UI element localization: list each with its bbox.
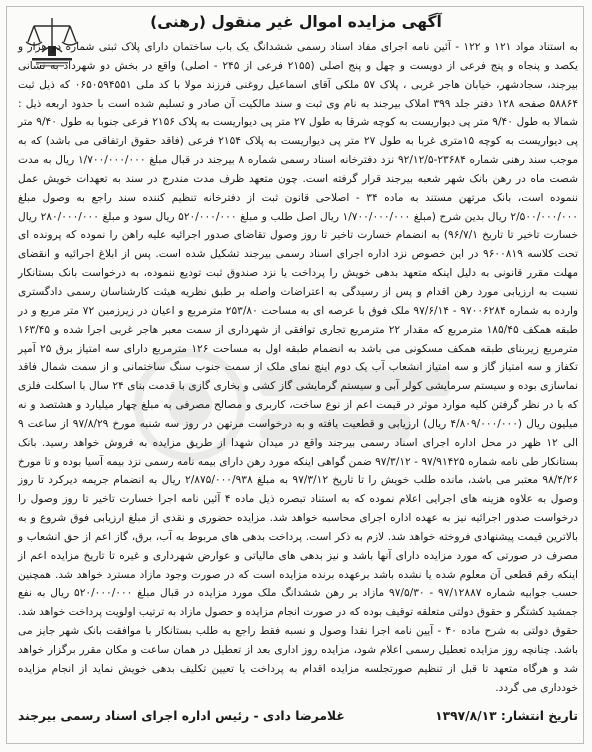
publish-date: تاریخ انتشار: ۱۳۹۷/۸/۱۳ [435,709,578,723]
notice-body: به استناد مواد ۱۲۱ و ۱۲۲ - آئین نامه اجرای مفاد اسناد رسمی ششدانگ یک باب ساختمان دارای پلاک ثبتی شماره دو هزار و یکصد و پنجاه و پنج فرعی از دویست و چهل و پنج اصلی (۲۱۵۵ فرعی از ۲۴۵ - اصلی) واقع در بخش دو شهرداد به نشانی بیرجند، سجادشهر، خیابان هاجر غربی ، پلاک ۵۷ ملکی آقای اسماعیل روغنی فرزند مولا با کد ملی ۰۶۵۰۵۹۴۵۵۱ که ذیل ثبت ۵۸۸۶۴ صفحه ۱۲۸ دفتر جلد ۳۹۹ املاک بیرجند به نام وی ثبت و سند مالکیت آن صادر و تسلیم شده است با حدود اربعه ذیل : شمالا به طول ۹/۴۰ متر پی دیواریست به کوچه شرقا به طول ۲۷ متر پی دیواریست به پلاک ۲۱۵۶ فرعی جنوبا به طول ۹/۴۰ متر پی دیواریست به کوچه ۱۵متری غربا به طول ۲۷ متر پی دیواریست به پلاک ۲۱۵۴ فرعی (فاقد حقوق ارتفاقی می باشد) که به موجب سند رهنی شماره ۲۳۶۸۴-۹۲/۱۲/۵ نزد دفترخانه اسناد رسمی شماره ۸ بیرجند در قبال مبلغ ۱/۷۰۰/۰۰۰/۰۰۰ ریال به مدت شصت ماه در رهن بانک شهر شعبه بیرجند قرار گرفته است. چون متعهد ظرف مدت مندرج در سند به تعهدات خویش عمل ننموده است، بانک مرتهن مستند به ماده ۳۴ - اصلاحی قانون ثبت از دفترخانه تنظیم کننده سند راجع به وصول مبلغ ۲/۵۰۰/۰۰۰/۰۰۰ ریال بدین شرح (مبلغ ۱/۷۰۰/۰۰۰/۰۰۰ ریال اصل طلب و مبلغ ۵۲۰/۰۰۰/۰۰۰ ریال سود و مبلغ ۲۸۰/۰۰۰/۰۰۰ ریال خسارت تاخیر تا تاریخ ۹۶/۷/۱) به انضمام خسارت تاخیر تا روز وصول تقاضای صدور اجرائیه علیه راهن را نموده که پرونده ای تحت کلاسه ۹۶۰۰۸۱۹ در این خصوص نزد اداره اجرای اسناد رسمی بیرجند تشکیل شده است. پس از ابلاغ اجرائیه و انقضای مهلت مقرر قانونی به دلیل اینکه متعهد بدهی خویش را پرداخت یا نزد صندوق ثبت تودیع ننموده، به درخواست بانک بستانکار نسبت به ارزیابی مورد رهن اقدام و پس از رسیدگی به اعتراضات واصله بر طبق نظریه هیئت کارشناسان رسمی دادگستری وارده به شماره ۹۷۰۰۶۲۸۴ - ۹۷/۶/۱۴ ملک فوق با عرصه ای به مساحت ۲۵۳/۸۰ مترمربع و اعیان در زیرزمین ۷۲ متر مربع و در طبقه همکف ۱۸۵/۴۵ مترمربع که مقدار ۲۲ مترمربع تجاری توافقی از شهرداری از سمت معبر هاجر غربی اجرا شده و ۱۶۳/۴۵ مترمربع زیربنای طبقه همکف مسکونی می باشد به انضمام طبقه اول به مساحت ۱۲۶ مترمربع دارای سه امتیاز برق ۲۵ آمپر تکفاز و سه امتیاز گاز و سه امتیاز انشعاب آب یک دوم اینچ نمای ملک از سمت جنوب سنگ ساختمانی و از سمت شمال فاقد نماسازی بوده و سیستم سرمایشی کولر آبی و سیستم گرمایشی گاز کشی و بخاری گازی با قدمت بنای ۲۴ سال با اسکلت فلزی که با در نظر گرفتن کلیه موارد موثر در قیمت اعم از نوع ساخت، کاربری و مصالح مصرفی به مبلغ چهار میلیارد و هشتصد و نه میلیون ریال (۴/۸۰۹/۰۰۰/۰۰۰ ریال) ارزیابی و قطعیت یافته و به درخواست مرتهن در روز سه شنبه مورخ ۹۷/۸/۲۹ از ساعت ۹ الی ۱۲ ظهر در محل اداره اجرای اسناد رسمی بیرجند واقع در میدان شهدا از طریق مزایده به فروش خواهد رسید. بانک بستانکار طی نامه شماره ۹۷/۹۱۴۲۵ - ۹۷/۳/۱۲ ضمن گواهی اینکه مورد رهن دارای بیمه نامه رسمی نزد بیمه آسیا بوده و تا مورخ ۹۸/۴/۲۶ معتبر می باشد، مانده طلب خویش را تا تاریخ ۹۷/۳/۱۲ به مبلغ ۲/۸۷۵/۰۰۰/۹۳۸ ریال به انضمام جریمه دیرکرد تا روز وصول به علاوه هزینه های اجرایی اعلام نموده که به استناد تبصره ذیل ماده ۴ آئین نامه اجرا خسارت تاخیر تا روز وصول را درخواست صدور اجرائیه نیز به عهده اداره اجرای محاسبه خواهد شد. مزایده حضوری و نقدی از مبلغ ارزیابی فوق شروع و به بالاترین قیمت پیشنهادی فروخته خواهد شد. لازم به ذکر است. پرداخت بدهی های مربوط به آب، برق، گاز اعم از حق انشعاب و مصرف در صورتی که مورد مزایده دارای آنها باشد و نیز بدهی های مالیاتی و عوارض شهرداری و غیره تا تاریخ مزایده اعم از اینکه رقم قطعی آن معلوم شده یا نشده باشد برعهده برنده مزایده است که در صورت وجود مازاد مسترد خواهد شد. همچنین حسب جوابیه شماره ۹۷/۱۲۸۸۷ - ۹۷/۵/۳۰ مازاد بر رهن ششدانگ ملک مورد مزایده در قبال مبلغ ۵۲۰/۰۰۰/۰۰۰ ریال به نفع جمشید کشتگر و حقوق دولتی متعلقه توقیف بوده که در صورت انجام مزایده و حصول مازاد به ترتیب اولویت پرداخت خواهد شد. حقوق دولتی به شرح ماده ۴۰ - آیین نامه اجرا نقدا وصول و نسبه فقط راجع به طلب بستانکار با موافقت بانک شهر جایز می باشد. چنانچه روز مزایده تعطیل رسمی اعلام شود، مزایده روز اداری بعد از تعطیل در همان ساعت و مکان مقرر برگزار خواهد شد و هرگاه متعهد تا قبل از تنظیم صورتجلسه مزایده اقدام به پرداخت یا تعیین تکلیف بدهی خویش نماید از انجام مزایده خودداری می گردد. [18,41,579,694]
notice-title: آگهی مزایده اموال غیر منقول (رهنی) [150,13,442,31]
signature: غلامرضا دادی - رئیس اداره اجرای اسناد رسمی بیرجند [18,709,345,723]
